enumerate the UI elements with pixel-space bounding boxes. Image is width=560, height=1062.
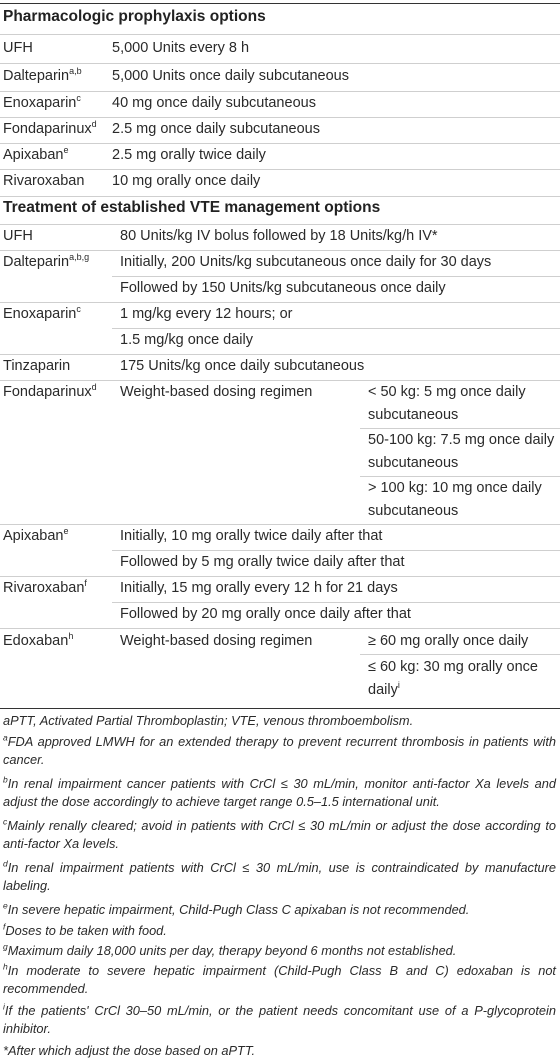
footnote: $^d$In renal impairment patients with CrCl ≤ 30 mL/min, use is contraindicated by manufacture labeling. (3, 858, 556, 893)
section-title-prophylaxis: Pharmacologic prophylaxis options (3, 8, 266, 25)
footnote: *After which adjust the dose based on aPTT. (3, 1043, 256, 1058)
drug-cell: Dalteparin$^{a,b}$ (3, 66, 82, 84)
drug-cell: UFH (3, 40, 33, 56)
dose-cell: Followed by 20 mg orally once daily after that (120, 606, 411, 622)
drug-cell: Tinzaparin (3, 358, 71, 374)
dose-cell: Followed by 150 Units/kg subcutaneous once daily (120, 280, 446, 296)
dose-cell: 40 mg once daily subcutaneous (112, 95, 316, 111)
footnote: $^e$In severe hepatic impairment, Child-Pugh Class C apixaban is not recommended. (3, 900, 470, 917)
table-bottom-rule (0, 708, 560, 709)
dose-cell: 1 mg/kg every 12 hours; or (120, 306, 293, 322)
drug-cell: Edoxaban$^h$ (3, 631, 74, 649)
drug-cell: Enoxaparin$^c$ (3, 304, 81, 322)
dose-cell: 80 Units/kg IV bolus followed by 18 Units/kg/h IV* (120, 228, 438, 244)
drug-cell: Rivaroxaban$^f$ (3, 578, 87, 596)
dose-cell: 175 Units/kg once daily subcutaneous (120, 358, 365, 374)
dose-cell: Followed by 5 mg orally twice daily after that (120, 554, 405, 570)
drug-cell: Apixaban$^e$ (3, 145, 69, 163)
dose-tier-cell: > 100 kg: 10 mg once daily subcutaneous (368, 480, 542, 519)
drug-cell: Enoxaparin$^c$ (3, 93, 81, 111)
row-divider (0, 196, 560, 197)
dose-cell: 1.5 mg/kg once daily (120, 332, 253, 348)
footnote: $^a$FDA approved LMWH for an extended therapy to prevent recurrent thrombosis in patients with cancer. (3, 732, 556, 767)
footnote: $^f$Doses to be taken with food. (3, 921, 167, 938)
dose-cell: 5,000 Units once daily subcutaneous (112, 68, 349, 84)
dose-tier-cell: < 50 kg: 5 mg once daily subcutaneous (368, 384, 526, 423)
drug-cell: Apixaban$^e$ (3, 526, 69, 544)
dose-cell: 10 mg orally once daily (112, 173, 261, 189)
footnote: aPTT, Activated Partial Thromboplastin; VTE, venous thromboembolism. (3, 713, 414, 728)
dose-cell: Initially, 200 Units/kg subcutaneous once daily for 30 days (120, 254, 492, 270)
footnote: $^h$In moderate to severe hepatic impairment (Child-Pugh Class B and C) edoxaban is not recommended. (3, 961, 556, 996)
drug-cell: Dalteparin$^{a,b,g}$ (3, 252, 90, 270)
section-title-treatment: Treatment of established VTE management options (3, 199, 381, 216)
footnote: $^g$Maximum daily 18,000 units per day, therapy beyond 6 months not established. (3, 941, 457, 958)
row-divider (0, 143, 560, 144)
drug-cell: Fondaparinux$^d$ (3, 382, 97, 400)
dose-tier-cell: ≥ 60 mg orally once daily (368, 633, 529, 649)
dose-cell: Initially, 15 mg orally every 12 h for 21 days (120, 580, 398, 596)
dose-cell: 2.5 mg once daily subcutaneous (112, 121, 320, 137)
drug-cell: UFH (3, 228, 33, 244)
drug-cell: Fondaparinux$^d$ (3, 119, 97, 137)
regimen-cell: Weight-based dosing regimen (120, 384, 313, 400)
row-divider (0, 63, 560, 64)
dose-tier-cell: 50-100 kg: 7.5 mg once daily subcutaneous (368, 432, 555, 471)
row-divider (360, 654, 560, 655)
dose-tier-cell: ≤ 60 kg: 30 mg orally once daily$^i$ (368, 659, 538, 698)
row-divider (0, 628, 560, 629)
row-divider (0, 34, 560, 35)
footnote: $^i$If the patients' CrCl 30–50 mL/min, or the patient needs concomitant use of a P-glycoprotein inhibitor. (3, 1001, 556, 1036)
regimen-cell: Weight-based dosing regimen (120, 633, 313, 649)
dose-cell: 2.5 mg orally twice daily (112, 147, 266, 163)
dose-cell: Initially, 10 mg orally twice daily after that (120, 528, 383, 544)
dose-cell: 5,000 Units every 8 h (112, 40, 250, 56)
table-top-rule (0, 3, 560, 4)
footnote: $^b$In renal impairment cancer patients with CrCl ≤ 30 mL/min, monitor anti-factor Xa levels and adjust the dose accordingly to achieve target range 0.5–1.5 international unit. (3, 774, 556, 809)
drug-cell: Rivaroxaban (3, 173, 85, 189)
footnote: $^c$Mainly renally cleared; avoid in patients with CrCl ≤ 30 mL/min or adjust the dose according to anti-factor Xa levels. (3, 816, 556, 851)
